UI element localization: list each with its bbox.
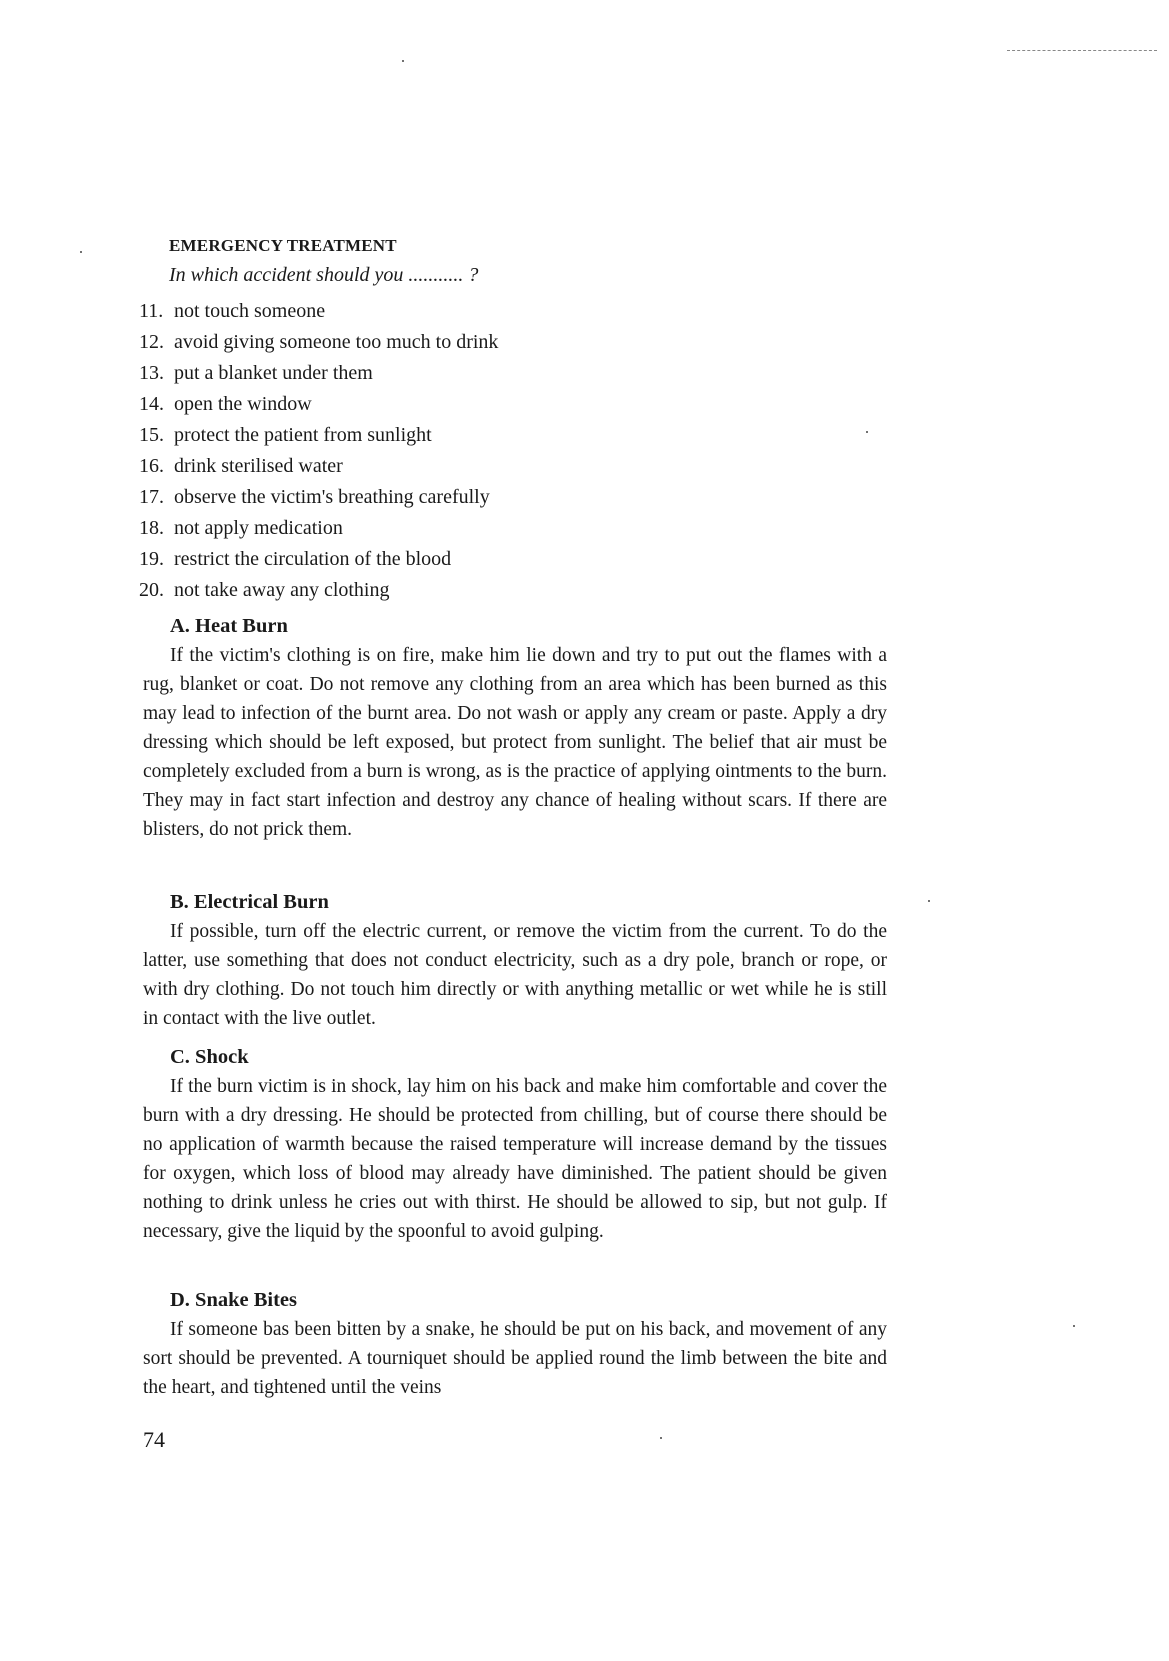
list-item — [139, 389, 498, 420]
exercise-prompt: In which accident should you ........... ? — [169, 264, 479, 286]
section-heat-burn — [143, 611, 887, 844]
section-title: B. Electrical Burn — [170, 891, 329, 913]
list-item — [139, 544, 498, 575]
section-snake-bites — [143, 1285, 887, 1402]
list-item — [139, 451, 498, 482]
item-text: open the window — [174, 393, 312, 415]
list-item — [139, 513, 498, 544]
item-text: put a blanket under them — [174, 362, 373, 384]
section-body: If the victim's clothing is on fire, make him lie down and try to put out the flames with a rug, blanket or coat. Do not remove any clothing from an area which has been burned as this may lead to infection of the burnt area. Do not wash or apply any cream or paste. Apply a dry dressing which should be left exposed, but protect from sunlight. The belief that air must be completely excluded from a burn is wrong, as is the practice of applying ointments to the burn. They may in fact start infection and destroy any chance of healing without scars. If there are blisters, do not prick them. — [143, 645, 887, 840]
list-item — [139, 482, 498, 513]
scan-speck — [660, 1437, 662, 1439]
item-number: 12. — [139, 331, 164, 353]
section-title: C. Shock — [170, 1046, 249, 1068]
item-number: 13. — [139, 362, 164, 384]
section-title: A. Heat Burn — [170, 615, 288, 637]
item-text: protect the patient from sunlight — [174, 424, 432, 446]
scan-speck — [866, 431, 868, 433]
scan-speck — [402, 60, 404, 62]
section-shock — [143, 1042, 887, 1246]
list-item — [139, 358, 498, 389]
section-electrical-burn — [143, 887, 887, 1033]
scan-speck — [80, 251, 82, 253]
question-list — [139, 296, 498, 606]
item-number: 20. — [139, 579, 164, 601]
item-number: 17. — [139, 486, 164, 508]
section-heading: EMERGENCY TREATMENT — [169, 236, 397, 255]
list-item — [139, 575, 498, 606]
item-text: not take away any clothing — [174, 579, 390, 601]
section-title: D. Snake Bites — [170, 1289, 298, 1311]
item-number: 16. — [139, 455, 164, 477]
item-number: 14. — [139, 393, 164, 415]
item-number: 15. — [139, 424, 164, 446]
scan-speck — [1073, 1325, 1075, 1327]
scan-speck — [928, 900, 930, 902]
scan-artifact-line — [1007, 50, 1157, 52]
list-item — [139, 296, 498, 327]
item-text: restrict the circulation of the blood — [174, 548, 452, 570]
item-number: 19. — [139, 548, 164, 570]
section-body: If someone bas been bitten by a snake, he should be put on his back, and movement of any sort should be prevented. A tourniquet should be applied round the limb between the bite and the heart, and tightened until the veins — [143, 1319, 887, 1398]
page-number: 74 — [143, 1427, 165, 1452]
section-body: If the burn victim is in shock, lay him on his back and make him comfortable and cover the burn with a dry dressing. He should be protected from chilling, but of course there should be no application of warmth because the raised temperature will increase demand by the tissues for oxygen, which loss of blood may already have diminished. The patient should be given nothing to drink unless he cries out with thirst. He should be allowed to sip, but not gulp. If necessary, give the liquid by the spoonful to avoid gulping. — [143, 1076, 887, 1242]
item-text: avoid giving someone too much to drink — [174, 331, 499, 353]
item-text: drink sterilised water — [174, 455, 343, 477]
item-number: 11. — [139, 300, 164, 322]
item-text: not apply medication — [174, 517, 343, 539]
list-item — [139, 327, 498, 358]
section-body: If possible, turn off the electric current, or remove the victim from the current. To do the latter, use something that does not conduct electricity, such as a dry pole, branch or rope, or with dry clothing. Do not touch him directly or with anything metallic or wet while he is still in contact with the live outlet. — [143, 921, 887, 1029]
list-item — [139, 420, 498, 451]
item-text: observe the victim's breathing carefully — [174, 486, 490, 508]
item-text: not touch someone — [174, 300, 326, 322]
item-number: 18. — [139, 517, 164, 539]
